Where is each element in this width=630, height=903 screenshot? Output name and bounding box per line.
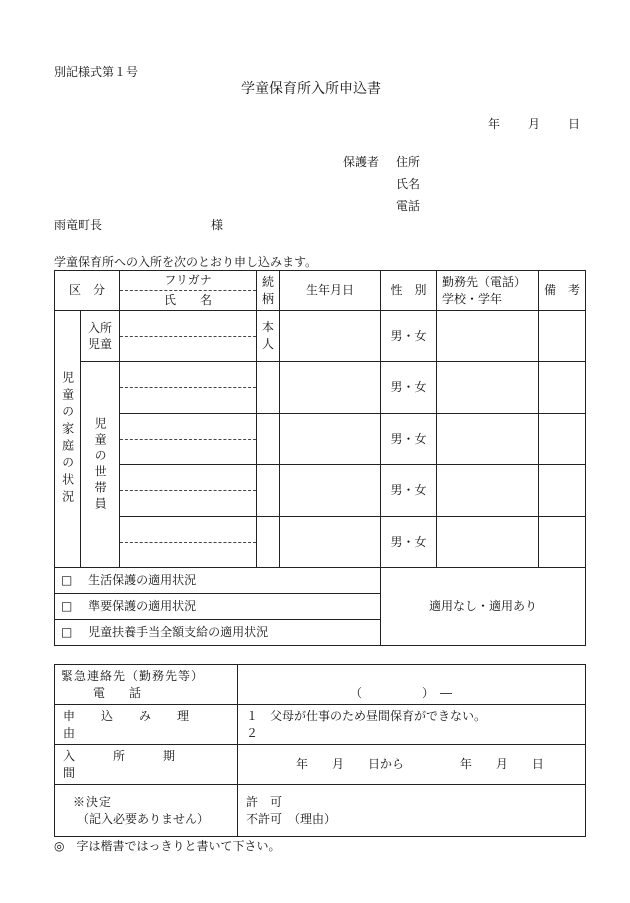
guardian-label: 保護者 — [343, 155, 380, 169]
welfare-row-1[interactable] — [55, 568, 381, 594]
household-remarks-cell-3[interactable] — [539, 465, 586, 517]
decision-label: ※決定 — [73, 795, 113, 810]
header-furigana: フリガナ — [120, 271, 256, 291]
header-category: 区 分 — [55, 271, 120, 311]
household-birthdate-cell-3[interactable] — [280, 465, 381, 517]
reason-label: 申込み理由 — [63, 709, 216, 740]
reason-2[interactable]: ２ — [246, 725, 259, 740]
household-name-cell-3[interactable] — [120, 465, 257, 517]
household-relation-cell-1[interactable] — [257, 362, 280, 414]
application-table — [54, 664, 586, 837]
date-year: 年 — [488, 117, 501, 131]
welfare-label-3: 児童扶養手当全額支給の適用状況 — [88, 625, 269, 640]
household-workplace-cell-1[interactable] — [437, 362, 539, 414]
household-sex-4[interactable]: 男・女 — [381, 517, 437, 568]
welfare-label-2: 準要保護の適用状況 — [88, 599, 197, 614]
applicant-workplace-cell[interactable] — [437, 311, 539, 362]
header-sex: 性 別 — [381, 271, 437, 311]
addressee-name: 雨竜町長 — [54, 218, 103, 232]
decision-note: （記入必要ありません） — [77, 811, 210, 826]
household-birthdate-cell-4[interactable] — [280, 517, 381, 568]
period-label-cell — [55, 745, 238, 785]
reason-1[interactable]: １ 父母が仕事のため昼間保育ができない。 — [246, 709, 487, 724]
header-school: 学校・学年 — [442, 291, 503, 306]
period-from[interactable]: 年 月 日から — [296, 757, 405, 772]
household-birthdate-cell-1[interactable] — [280, 362, 381, 414]
header-remarks: 備 考 — [539, 271, 586, 311]
header-name: 氏 名 — [164, 293, 213, 307]
household-remarks-cell-2[interactable] — [539, 414, 586, 465]
checkbox-icon[interactable]: □ — [61, 599, 73, 614]
household-name-cell-1[interactable] — [120, 362, 257, 414]
household-remarks-cell-4[interactable] — [539, 517, 586, 568]
household-sex-3[interactable]: 男・女 — [381, 465, 437, 517]
date-month: 月 — [528, 117, 541, 131]
welfare-row-2[interactable] — [55, 594, 381, 620]
household-table — [54, 270, 586, 646]
header-birthdate: 生年月日 — [280, 271, 381, 311]
form-number: 別記様式第１号 — [54, 65, 139, 79]
household-sex-2[interactable]: 男・女 — [381, 414, 437, 465]
applicant-label-2: 児童 — [88, 337, 113, 351]
applicant-sex[interactable]: 男・女 — [381, 311, 437, 362]
decision-label-cell — [55, 785, 238, 837]
household-relation-cell-2[interactable] — [257, 414, 280, 465]
header-name-cell — [120, 271, 257, 311]
emergency-label: 緊急連絡先（勤務先等） — [61, 669, 205, 684]
header-relation: 続柄 — [257, 271, 280, 311]
header-workplace: 勤務先（電話） — [442, 275, 527, 290]
household-relation-cell-4[interactable] — [257, 517, 280, 568]
section-label-cell — [55, 311, 81, 568]
date-day: 日 — [568, 117, 581, 131]
welfare-status[interactable]: 適用なし・適用あり — [381, 568, 586, 646]
guardian-name-label: 氏名 — [396, 177, 421, 191]
household-birthdate-cell-2[interactable] — [280, 414, 381, 465]
applicant-remarks-cell[interactable] — [539, 311, 586, 362]
decision-cell — [238, 785, 586, 837]
applicant-birthdate-cell[interactable] — [280, 311, 381, 362]
checkbox-icon[interactable]: □ — [61, 625, 73, 640]
applicant-name-cell[interactable] — [120, 311, 257, 362]
period-cell[interactable] — [238, 745, 586, 785]
applicant-relation-cell — [257, 311, 280, 362]
period-label: 入所期間 — [63, 749, 214, 780]
section-label: 児童の家庭の状況 — [60, 371, 75, 507]
applicant-label-1: 入所 — [88, 320, 113, 335]
checkbox-icon[interactable]: □ — [61, 573, 73, 588]
household-relation-cell-3[interactable] — [257, 465, 280, 517]
household-sex-1[interactable]: 男・女 — [381, 362, 437, 414]
household-workplace-cell-3[interactable] — [437, 465, 539, 517]
guardian-address-label: 住所 — [396, 155, 421, 169]
emergency-phone[interactable]: （ ） ― — [238, 665, 586, 705]
decision-permit: 許 可 — [246, 795, 283, 810]
decision-deny: 不許可 （理由） — [246, 811, 337, 826]
emergency-label-cell — [55, 665, 238, 705]
intro-text: 学童保育所への入所を次のとおり申し込みます。 — [54, 255, 318, 269]
applicant-label-cell — [81, 311, 120, 362]
applicant-relation: 本人 — [262, 320, 275, 351]
household-workplace-cell-4[interactable] — [437, 517, 539, 568]
household-remarks-cell-1[interactable] — [539, 362, 586, 414]
household-name-cell-4[interactable] — [120, 517, 257, 568]
welfare-row-3[interactable] — [55, 620, 381, 646]
household-workplace-cell-2[interactable] — [437, 414, 539, 465]
form-title: 学童保育所入所申込書 — [241, 81, 381, 97]
household-name-cell-2[interactable] — [120, 414, 257, 465]
footer-note: ◎ 字は楷書ではっきりと書いて下さい。 — [54, 839, 281, 853]
welfare-label-1: 生活保護の適用状況 — [88, 573, 197, 588]
emergency-sub: 電 話 — [93, 685, 142, 700]
period-to[interactable]: 年 月 日 — [459, 757, 544, 772]
household-label-cell — [81, 362, 120, 568]
guardian-phone-label: 電話 — [396, 199, 421, 213]
addressee-honorific: 様 — [211, 218, 224, 232]
reason-label-cell — [55, 705, 238, 745]
header-workplace-cell — [437, 271, 539, 311]
reason-cell[interactable] — [238, 705, 586, 745]
household-label: 児童の世帯員 — [93, 416, 108, 513]
